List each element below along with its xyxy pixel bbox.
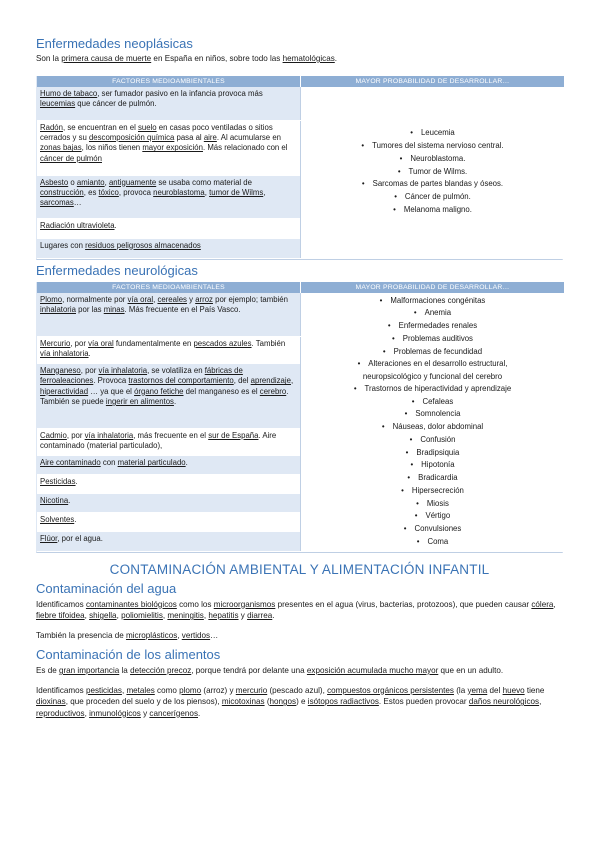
- list-item: • Anemia: [304, 307, 561, 320]
- factor-cell: Lugares con residuos peligrosos almacenados: [37, 238, 301, 258]
- document-page: [36, 36, 563, 719]
- list-item: • Trastornos de hiperactividad y aprendizaje: [304, 383, 561, 396]
- list-item: • Alteraciones en el desarrollo estructural, neuropsicológico y funcional del cerebro: [304, 358, 561, 383]
- neurologicas-table: [36, 282, 563, 553]
- agua-paragraph-2: También la presencia de microplásticos, vertidos…: [36, 630, 219, 640]
- list-item: • Sarcomas de partes blandas y óseos.: [304, 178, 561, 191]
- factor-cell: Plomo, normalmente por vía oral, cereales y arroz por ejemplo; también inhalatoria por las minas. Más frecuente en el País Vasco.: [37, 293, 301, 337]
- factor-cell: Radiación ultravioleta.: [37, 218, 301, 238]
- list-item: • Confusión: [304, 434, 561, 447]
- section-title-agua: Contaminación del agua: [36, 580, 177, 596]
- list-item: • Tumores del sistema nervioso central.: [304, 140, 561, 153]
- factor-cell: Nicotina.: [37, 494, 301, 513]
- list-item: • Problemas de fecundidad: [304, 346, 561, 359]
- list-item: • Vértigo: [304, 510, 561, 523]
- section-title-alimentos: Contaminación de los alimentos: [36, 647, 221, 663]
- header-probabilidad: MAYOR PROBABILIDAD DE DESARROLLAR…: [301, 282, 565, 293]
- factor-cell: Solventes.: [37, 513, 301, 532]
- section-title-neurologicas: Enfermedades neurológicas: [36, 262, 198, 278]
- factor-cell: Cadmio, por vía inhalatoria, más frecuente en el sur de España. Aire contaminado (material particulado),: [37, 429, 301, 456]
- section-title-neoplasicas: Enfermedades neoplásicas: [36, 36, 193, 51]
- factor-cell: Mercurio, por vía oral fundamentalmente en pescados azules. También vía inhalatoria.: [37, 336, 301, 363]
- neuro-disease-list: [304, 295, 561, 549]
- factor-cell: Asbesto o amianto, antiguamente se usaba como material de construcción, es tóxico, provoca neuroblastoma, tumor de Wilms, sarcomas…: [37, 175, 301, 218]
- list-item: • Hipotonía: [304, 459, 561, 472]
- list-item: • Bradipsiquia: [304, 447, 561, 460]
- list-item: • Leucemia: [304, 127, 561, 140]
- list-item: • Miosis: [304, 498, 561, 511]
- alimentos-paragraph-1: Es de gran importancia la detección precoz, porque tendrá por delante una exposición acumulada mucho mayor que en un adulto.: [36, 666, 504, 676]
- factor-cell: Pesticidas.: [37, 475, 301, 494]
- agua-paragraph-1: Identificamos contaminantes biológicos como los microorganismos presentes en el agua (virus, bacterias, protozoos), que pueden causar cólera, fiebre tifoidea, shigella, poliomielitis, meningitis, hepatitis y diarrea.: [36, 599, 556, 621]
- factor-cell: Aire contaminado con material particulado.: [37, 456, 301, 475]
- diseases-cell: [301, 293, 565, 552]
- factor-cell: Flúor, por el agua.: [37, 532, 301, 551]
- list-item: • Convulsiones: [304, 523, 561, 536]
- neoplasicas-intro: Son la primera causa de muerte en España en niños, sobre todo las hematológicas.: [36, 54, 338, 63]
- main-title: CONTAMINACIÓN AMBIENTAL Y ALIMENTACIÓN INFANTIL: [109, 561, 490, 577]
- list-item: • Tumor de Wilms.: [304, 166, 561, 179]
- table-row: [37, 87, 564, 121]
- list-item: • Cefaleas: [304, 396, 561, 409]
- list-item: • Melanoma maligno.: [304, 204, 561, 217]
- header-probabilidad: MAYOR PROBABILIDAD DE DESARROLLAR…: [301, 76, 565, 87]
- neo-disease-list: [304, 127, 561, 217]
- factor-cell: Radón, se encuentran en el suelo en casas poco ventiladas o sitios cerrados y su descomposición química pasa al aire. Al acumularse en zonas bajas, los niños tienen mayor exposición. Más relacionado con el cáncer de pulmón: [37, 120, 301, 175]
- factor-cell: Manganeso, por vía inhalatoria, se volatiliza en fábricas de ferroaleaciones. Provoca trastornos del comportamiento, del aprendizaje, hiperactividad … ya que el órgano fetiche del manganeso es el cerebro. También se puede ingerir en alimentos.: [37, 363, 301, 428]
- list-item: • Neuroblastoma.: [304, 153, 561, 166]
- list-item: • Bradicardia: [304, 472, 561, 485]
- diseases-cell: [301, 87, 565, 259]
- neoplasicas-table: [36, 76, 563, 260]
- table-row: [37, 293, 564, 337]
- list-item: • Coma: [304, 536, 561, 549]
- list-item: • Enfermedades renales: [304, 320, 561, 333]
- list-item: • Hipersecreción: [304, 485, 561, 498]
- list-item: • Cáncer de pulmón.: [304, 191, 561, 204]
- list-item: • Náuseas, dolor abdominal: [304, 421, 561, 434]
- alimentos-paragraph-2: Identificamos pesticidas, metales como plomo (arroz) y mercurio (pescado azul), compuestos orgánicos persistentes (la yema del huevo tiene dioxinas, que proceden del suelo y de los piensos), micotoxinas (hongos) e isótopos radiactivos. Estos pueden provocar daños neurológicos, reproductivos, inmunológicos y cancerígenos.: [36, 685, 545, 718]
- list-item: • Malformaciones congénitas: [304, 295, 561, 308]
- list-item: • Problemas auditivos: [304, 333, 561, 346]
- header-factores: FACTORES MEDIOAMBIENTALES: [37, 282, 301, 293]
- list-item: • Somnolencia: [304, 408, 561, 421]
- factor-cell: Humo de tabaco, ser fumador pasivo en la infancia provoca más leucemias que cáncer de pulmón.: [37, 87, 301, 121]
- header-factores: FACTORES MEDIOAMBIENTALES: [37, 76, 301, 87]
